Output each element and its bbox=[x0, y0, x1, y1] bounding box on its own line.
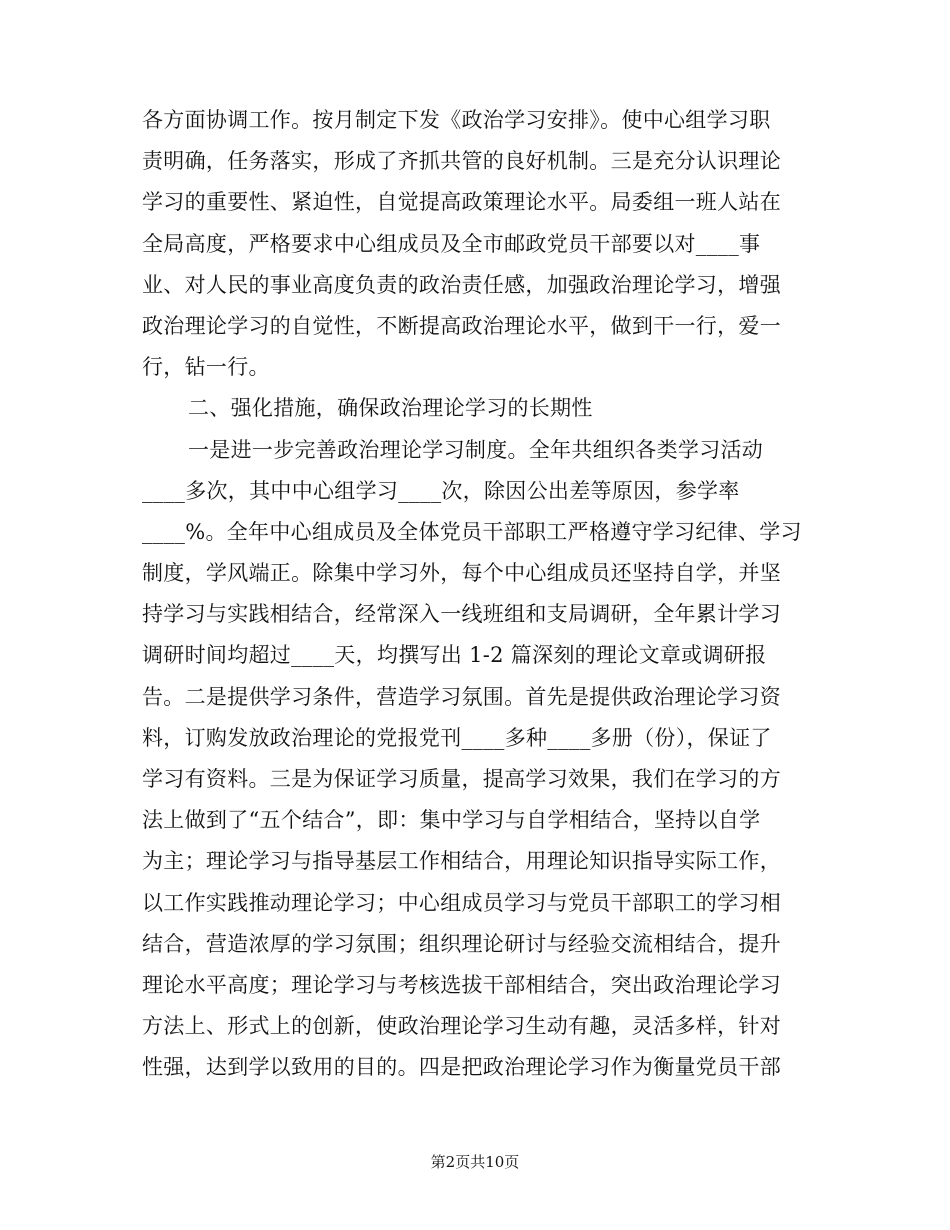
text-line: 制度，学风端正。除集中学习外，每个中心组成员还坚持自学，并坚 bbox=[142, 561, 781, 586]
text-line: 责明确，任务落实，形成了齐抓共管的良好机制。三是充分认识理论 bbox=[142, 149, 781, 174]
text-line: 为主；理论学习与指导基层工作相结合，用理论知识指导实际工作， bbox=[142, 849, 781, 874]
page-number: 第2页共10页 bbox=[430, 1153, 520, 1171]
text-line: 持学习与实践相结合，经常深入一线班组和支局调研，全年累计学习 bbox=[142, 602, 781, 627]
text-line: 学习的重要性、紧迫性，自觉提高政策理论水平。局委组一班人站在 bbox=[142, 190, 781, 215]
text-line: 二、强化措施，确保政治理论学习的长期性 bbox=[188, 396, 593, 421]
text-line: 结合，营造浓厚的学习氛围；组织理论研讨与经验交流相结合，提升 bbox=[142, 931, 781, 956]
text-line: 法上做到了“五个结合”，即：集中学习与自学相结合，坚持以自学 bbox=[142, 808, 761, 833]
text-line: ____多次，其中中心组学习____次，除因公出差等原因，参学率 bbox=[142, 478, 740, 503]
document-body bbox=[142, 100, 802, 1089]
text-line: 业、对人民的事业高度负责的政治责任感，加强政治理论学习，增强 bbox=[142, 272, 781, 297]
text-line: 告。二是提供学习条件，营造学习氛围。首先是提供政治理论学习资 bbox=[142, 684, 781, 709]
text-line: 料，订购发放政治理论的党报党刊____多种____多册（份），保证了 bbox=[142, 725, 772, 750]
text-line: 调研时间均超过____天，均撰写出 1-2 篇深刻的理论文章或调研报 bbox=[142, 643, 767, 668]
text-line: 理论水平高度；理论学习与考核选拔干部相结合，突出政治理论学习 bbox=[142, 972, 781, 997]
text-line: 行，钻一行。 bbox=[142, 355, 270, 380]
text-line: 方法上、形式上的创新，使政治理论学习生动有趣，灵活多样，针对 bbox=[142, 1014, 781, 1039]
text-line: 各方面协调工作。按月制定下发《政治学习安排》。使中心组学习职 bbox=[142, 108, 771, 132]
text-line: 政治理论学习的自觉性，不断提高政治理论水平，做到干一行，爱一 bbox=[142, 313, 781, 338]
text-line: 一是进一步完善政治理论学习制度。全年共组织各类学习活动 bbox=[188, 437, 764, 462]
text-line: ____%。全年中心组成员及全体党员干部职工严格遵守学习纪律、学习 bbox=[142, 519, 802, 544]
text-line: 全局高度，严格要求中心组成员及全市邮政党员干部要以对____事 bbox=[142, 231, 761, 256]
text-line: 学习有资料。三是为保证学习质量，提高学习效果，我们在学习的方 bbox=[142, 767, 781, 791]
text-line: 以工作实践推动理论学习；中心组成员学习与党员干部职工的学习相 bbox=[142, 890, 781, 915]
text-line: 性强，达到学以致用的目的。四是把政治理论学习作为衡量党员干部 bbox=[142, 1055, 781, 1080]
